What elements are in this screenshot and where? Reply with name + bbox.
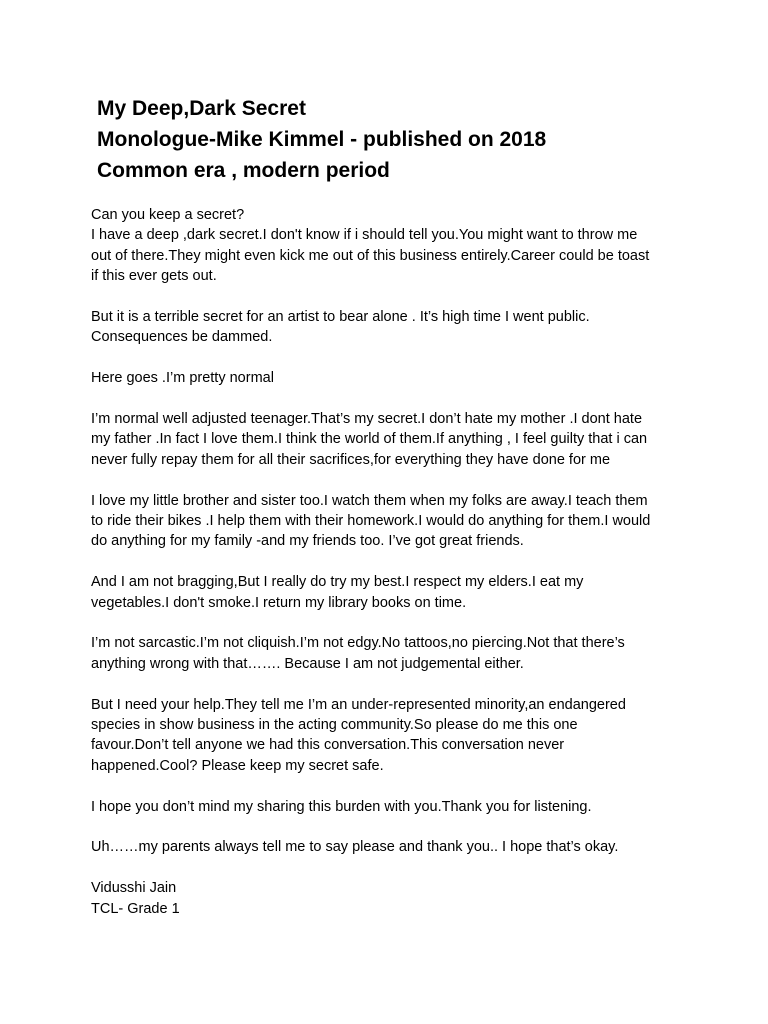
paragraph — [91, 491, 691, 552]
paragraph — [91, 837, 691, 857]
text-line: But it is a terrible secret for an artist to bear alone . It’s high time I went public. — [91, 309, 590, 326]
document-title: My Deep,Dark Secret — [97, 97, 306, 120]
text-line: happened.Cool? Please keep my secret safe. — [91, 757, 384, 774]
document-subtitle-author: Monologue-Mike Kimmel - published on 2018 — [97, 128, 547, 151]
text-line: I’m normal well adjusted teenager.That’s my secret.I don’t hate my mother .I dont hate — [91, 411, 643, 428]
text-line: to ride their bikes .I help them with their homework.I would do anything for them.I would — [91, 513, 651, 530]
text-line: do anything for my family -and my friends too. I’ve got great friends. — [91, 533, 524, 550]
paragraph — [91, 368, 691, 388]
text-line: my father .In fact I love them.I think the world of them.If anything , I feel guilty that i can — [91, 431, 648, 448]
monologue-body — [91, 205, 691, 919]
paragraph — [91, 572, 691, 613]
text-line: I have a deep ,dark secret.I don't know if i should tell you.You might want to throw me — [91, 227, 638, 244]
paragraph — [91, 797, 691, 817]
signature-block — [91, 878, 691, 919]
author-grade: TCL- Grade 1 — [91, 900, 180, 917]
text-line: But I need your help.They tell me I’m an under-represented minority,an endangered — [91, 696, 626, 713]
text-line: if this ever gets out. — [91, 268, 217, 285]
document-heading — [97, 93, 737, 186]
paragraph — [91, 409, 691, 470]
paragraph — [91, 695, 691, 777]
text-line: vegetables.I don't smoke.I return my library books on time. — [91, 594, 467, 611]
text-line: species in show business in the acting community.So please do me this one — [91, 717, 578, 734]
text-line: I hope you don’t mind my sharing this burden with you.Thank you for listening. — [91, 798, 592, 815]
paragraph — [91, 633, 691, 674]
text-line: out of there.They might even kick me out of this business entirely.Career could be toast — [91, 247, 650, 264]
author-name: Vidusshi Jain — [91, 880, 177, 897]
text-line: Uh……my parents always tell me to say please and thank you.. I hope that’s okay. — [91, 839, 619, 856]
text-line: Can you keep a secret? — [91, 207, 245, 223]
text-line: Here goes .I’m pretty normal — [91, 370, 274, 387]
text-line: Consequences be dammed. — [91, 329, 273, 346]
text-line: favour.Don’t tell anyone we had this conversation.This conversation never — [91, 737, 565, 754]
text-line: never fully repay them for all their sacrifices,for everything they have done for me — [91, 451, 611, 468]
text-line: And I am not bragging,But I really do try my best.I respect my elders.I eat my — [91, 574, 584, 591]
document-subtitle-period: Common era , modern period — [97, 159, 390, 182]
paragraph — [91, 307, 691, 348]
text-line: I love my little brother and sister too.I watch them when my folks are away.I teach them — [91, 492, 648, 509]
text-line: I’m not sarcastic.I’m not cliquish.I’m not edgy.No tattoos,no piercing.Not that there’s — [91, 635, 625, 652]
paragraph — [91, 205, 691, 287]
text-line: anything wrong with that……. Because I am not judgemental either. — [91, 655, 524, 672]
